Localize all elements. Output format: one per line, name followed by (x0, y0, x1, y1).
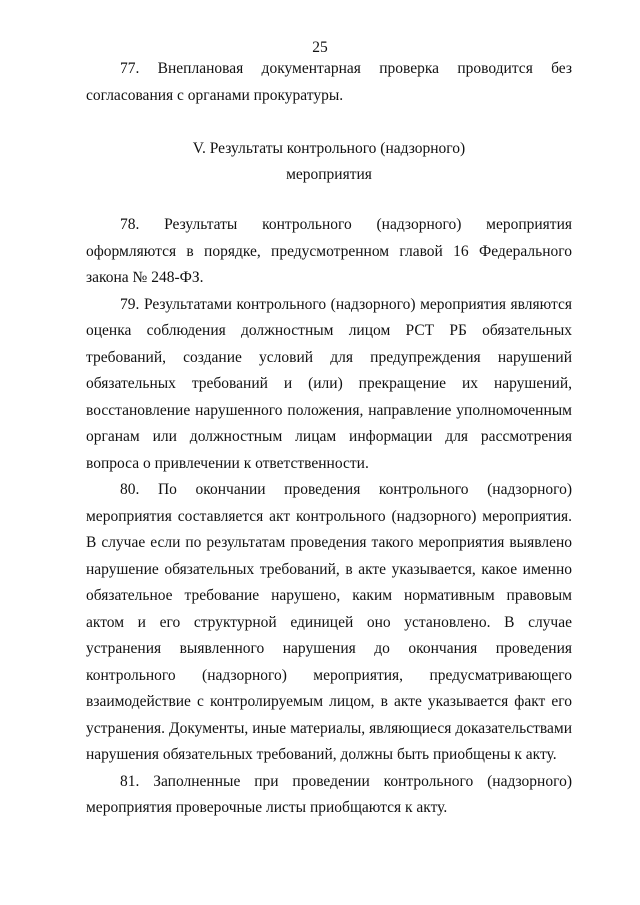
paragraph-81: 81. Заполненные при проведении контрольного (надзорного) мероприятия проверочные листы приобщаются к акту. (86, 772, 572, 816)
page-number: 25 (312, 39, 328, 56)
paragraph-79: 79. Результатами контрольного (надзорного) мероприятия являются оценка соблюдения должностным лицом РСТ РБ обязательных требований, создание условий для предупреждения нарушений обязательных требований и (или) прекращение их нарушений, восстановление нарушенного положения, направление уполномоченным органам или должностным лицам информации для рассмотрения вопроса о привлечении к ответственности. (86, 295, 572, 472)
paragraph-77: 77. Внеплановая документарная проверка проводится без согласования с органами прокуратуры. (86, 60, 572, 104)
section-heading-line-1: V. Результаты контрольного (надзорного) (192, 140, 466, 157)
paragraph-80: 80. По окончании проведения контрольного (надзорного) мероприятия составляется акт контрольного (надзорного) мероприятия. В случае если по результатам проведения такого мероприятия выявлено нарушение обязательных требований, в акте указывается, какое именно обязательное требование нарушено, каким нормативным правовым актом и его структурной единицей оно установлено. В случае устранения выявленного нарушения до окончания проведения контрольного (надзорного) мероприятия, предусматривающего взаимодействие с контролируемым лицом, в акте указывается факт его устранения. Документы, иные материалы, являющиеся доказательствами нарушения обязательных требований, должны быть приобщены к акту. (86, 481, 572, 763)
paragraph-78: 78. Результаты контрольного (надзорного) мероприятия оформляются в порядке, предусмотренном главой 16 Федерального закона № 248-ФЗ. (86, 216, 572, 286)
paragraph-77-block (86, 56, 572, 109)
paragraphs-block (86, 212, 572, 822)
section-heading-line-2: мероприятия (286, 166, 372, 183)
section-heading (86, 136, 572, 188)
